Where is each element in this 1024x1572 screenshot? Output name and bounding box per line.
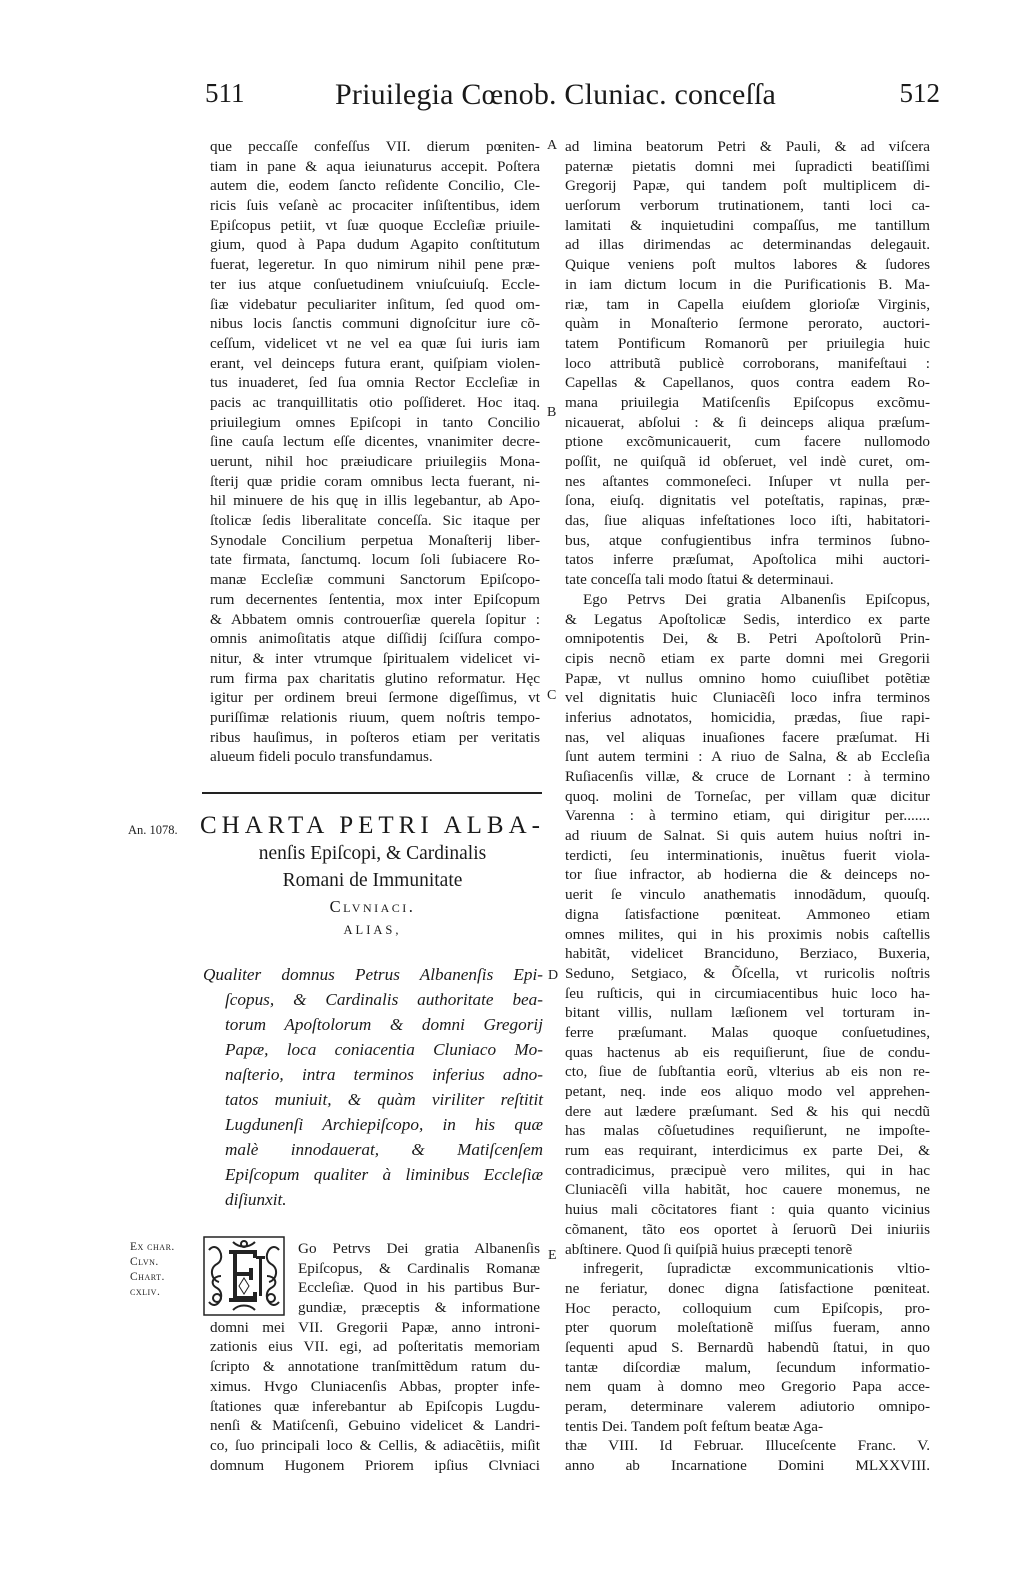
text-line: ad limina beatorum Petri & Pauli, & ad viſcera xyxy=(565,138,930,155)
text-line: peram, determinare valerem adiutorio omnipo- xyxy=(565,1398,930,1415)
text-line: hil minuere de his quę in illis legebantur, ab Apo- xyxy=(210,492,540,510)
text-line: domnum Hugonem Priorem ipſius Clvniaci xyxy=(210,1456,540,1474)
sidenote-source-line: Clvn. xyxy=(130,1256,159,1268)
text-line: naſterio, intra terminos inferius adno- xyxy=(225,1065,543,1084)
text-line: gium, quod à Papa dudum Agapito conſtitutum xyxy=(210,236,540,254)
text-line: Quique veniens poſt multos labores & ſudores xyxy=(565,256,930,274)
text-line: dere aut lædere præſumant. Sed & his qui necdũ xyxy=(565,1102,930,1120)
text-line: in iam dictum locum in die Purificationis B. Ma- xyxy=(565,275,930,293)
text-line: bitant villis, nullam læſionem vel torturam in- xyxy=(565,1004,930,1022)
section-divider xyxy=(202,792,542,794)
text-line: ſcopus, & Cardinalis authoritate bea- xyxy=(225,990,543,1009)
text-line: ſtolicæ ſedis liberalitate conceſſa. Sic itaque per xyxy=(210,512,540,530)
text-line: tiam in pane & aqua ieiunaturus accepit. Poſtera xyxy=(210,157,540,175)
text-line: rum firma pax charitatis glutino reformatur. Hęc xyxy=(210,669,540,687)
text-line: ſcripto & annotatione tranſmittẽdum ratum du- xyxy=(210,1358,540,1376)
text-line: Epiſcopus petiit, vt ſuæ quoque Eccleſiæ priuile- xyxy=(210,216,540,234)
text-line: huius mali cõcitatores fiant : quia quanto vicinius xyxy=(565,1201,930,1219)
text-line: nibus locis ſanctis communi dignoſcitur iure cõ- xyxy=(210,315,540,333)
text-line: Eccleſiæ. Quod in his partibus Bur- xyxy=(298,1279,540,1297)
text-line: uerſorum verborum trutinationem, tanti loci ca- xyxy=(565,197,930,215)
text-line: tantæ diſcordiæ malum, ſecundum informatio- xyxy=(565,1358,930,1376)
text-line: cipis necnõ etiam ex parte domni mei Gregorii xyxy=(565,649,930,667)
text-line: das, ſiue aliquas infeſtationes loco iſti, habitatori- xyxy=(565,512,930,530)
text-line: rum decernentes ſententia, mox inter Epiſcopum xyxy=(210,590,540,608)
text-line: Qualiter domnus Petrus Albanenſis Epi- xyxy=(203,965,543,984)
text-line: inferius adnotatos, homicidia, prædas, ſiue rapi- xyxy=(565,708,930,726)
text-line: gundiæ, præceptis & informatione xyxy=(298,1299,540,1317)
text-line: tatos inferre præſumat, Apoſtolica mihi auctori- xyxy=(565,551,930,569)
text-line: tus inuaderet, ſed ſua omnia Rector Eccleſiæ in xyxy=(210,374,540,392)
text-line: quàm in Monaſterio ſermone perorato, auctori- xyxy=(565,315,930,333)
text-line: tatos muniuit, & quàm viriliter reſtitit xyxy=(225,1090,543,1109)
text-line: omnis animoſitatis atque diſſidij ſciſſura compo- xyxy=(210,630,540,648)
text-line: nes aſtantes commoneſeci. Inſuper vt nulla per- xyxy=(565,472,930,490)
text-line: igitur per ordinem breui ſermone digeſſimus, vt xyxy=(210,689,540,707)
text-line: nem quam à domno meo Gregorio Papa acce- xyxy=(565,1378,930,1396)
charter-title-line: Romani de Immunitate xyxy=(282,870,463,891)
right-column-text xyxy=(565,137,930,1476)
text-line: Ruſiacenſis villæ, & cruce de Lornant : à termino xyxy=(565,768,930,785)
margin-letter-d: D xyxy=(548,968,559,983)
text-line: tatem Pontificum Romanorũ per priuilegia huic xyxy=(565,334,930,352)
text-line: autem die, eodem ſancto reſidente Concilio, Cle- xyxy=(210,177,540,195)
text-line: que peccaſſe confeſſus VII. dierum pœniten- xyxy=(210,138,540,155)
text-line: quoq. molini de Torneſac, per villam quæ dicitur xyxy=(565,787,930,805)
text-line: Ego Petrvs Dei gratia Albanenſis Epiſcopus, xyxy=(583,590,930,608)
text-line: pacis ac tranquillitatis otio poſſideret. Hoc itaq. xyxy=(210,393,540,411)
text-line: ter ius atque conſuetudinem vniuſcuiuſq. Eccle- xyxy=(210,275,540,293)
text-line: habitãt, videlicet Branciduno, Berziaco, Buxeria, xyxy=(565,945,930,963)
text-line: uerunt, nihil hoc præiudicare priuilegiis Mona- xyxy=(210,453,540,470)
text-line: erant, vel deinceps futura erant, quiſpiam violen- xyxy=(210,354,540,372)
text-line: bus, atque confugientibus infra terminos ſubno- xyxy=(565,531,930,549)
text-line: ſeu ruſticis, qui in circumiacentibus huic loco ha- xyxy=(565,984,930,1002)
text-line: ſine cauſa lectum eſſe dicentes, vnanimiter decre- xyxy=(210,433,540,451)
sidenote-source-line: cxliv. xyxy=(130,1286,161,1298)
text-line: pter quorum moleſtationẽ miſſus fueram, anno xyxy=(565,1319,930,1337)
text-line: diſiunxit. xyxy=(225,1190,287,1209)
sidenote-source-line: Ex char. xyxy=(130,1241,175,1253)
text-line: nitur, & inter vtrumque ſpiritualem videlicet vi- xyxy=(210,649,540,667)
text-line: uerit ſe vinculo anathematis innodãdum, quouſq. xyxy=(565,886,930,904)
text-line: anno ab Incarnatione Domini MLXXVIII. xyxy=(565,1457,930,1475)
text-line: paternæ pietatis domni mei ſupradicti beatiſſimi xyxy=(565,157,930,175)
left-column-text xyxy=(210,137,540,767)
text-line: ribus hauſimus, in poſteros etiam per veritatis xyxy=(210,728,540,746)
text-line: tate conceſſa tali modo ſtatui & determinaui. xyxy=(565,571,834,589)
text-line: tor ſiue infractor, ab hodierna die & deinceps no- xyxy=(565,866,930,884)
margin-letter-c: C xyxy=(547,688,557,703)
text-line: Varenna : à termino etiam, qui dirigitur per....... xyxy=(565,807,930,825)
text-line: ſiæ videbatur peculiariter inſitum, ſed quod om- xyxy=(210,295,540,313)
text-line: malè innodauerat, & Matiſcenſem xyxy=(225,1140,543,1159)
text-line: puriſſimæ relationis riuum, quem noſtris tempo- xyxy=(210,708,540,726)
text-line: torum Apoſtolorum & domni Gregorij xyxy=(225,1015,543,1034)
sidenote-year: An. 1078. xyxy=(128,823,178,837)
text-line: ſunt autem termini : A riuo de Salna, & ab Eccleſia xyxy=(565,748,930,766)
text-line: ricis ſuis veſanè ac procaciter inſiſtentibus, idem xyxy=(210,197,540,215)
text-line: & Abbatem omnis controuerſiæ querela ſopitur : xyxy=(210,610,540,628)
charter-title-line: nenſis Epiſcopi, & Cardinalis xyxy=(258,843,487,864)
text-line: vel dignitatis huic Cluniacẽſi loco infra terminos xyxy=(565,689,930,707)
text-line: rum eas requirant, interdicimus ex parte Dei, & xyxy=(565,1142,930,1160)
text-line: ſona, eiuſq. dignitatis vel poteſtatis, rapinas, præ- xyxy=(565,492,930,510)
running-title: Priuilegia Cœnob. Cluniac. conceſſa xyxy=(335,78,777,111)
text-line: quas hactenus ab eis requiſierunt, ſiue de condu- xyxy=(565,1043,930,1061)
text-line: Seduno, Setgiaco, & Õſcella, vt ruricolis noſtris xyxy=(565,964,930,982)
charter-title-alias: ALIAS, xyxy=(343,923,402,937)
text-line: Capellas & Capellanos, quos contra eadem Ro- xyxy=(565,374,930,392)
text-line: domni mei VII. Gregorii Papæ, anno introni- xyxy=(210,1318,540,1336)
text-line: tentis Dei. Tandem poſt feſtum beatæ Aga- xyxy=(565,1417,824,1435)
text-line: ceſſum, videlicet vt ne vel ea quæ ſui iuris iam xyxy=(210,334,540,352)
text-line: ſtationes quæ inferebantur ab Epiſcopis Lugdu- xyxy=(210,1397,540,1415)
text-line: omnes milites, qui in his proximis nobis caſtellis xyxy=(565,925,930,943)
text-line: Papæ, vt nullus omnino homo cuiuſlibet potẽtiæ xyxy=(565,669,930,687)
text-line: nas, vel aliquas inuaſiones facere præſumat. Hi xyxy=(565,728,930,746)
text-line: nicauerat, abſolui : & ſi deinceps aliqua præſum- xyxy=(565,413,930,431)
text-line: loco attributã publicè corroborans, manifeſtaui : xyxy=(565,354,930,372)
sidenote-source xyxy=(130,1240,175,1300)
text-line: riæ, tam in Capella eiuſdem glorioſæ Virginis, xyxy=(565,295,930,313)
text-line: ximus. Hvgo Cluniacenſis Abbas, propter infe- xyxy=(210,1377,540,1395)
text-line: ptione excõmunicauerit, cum facere nullomodo xyxy=(565,433,930,451)
text-line: ad riuum de Salnat. Si quis autem huius noſtri in- xyxy=(565,827,930,845)
text-line: ſterij quæ pridie coram omnibus lecta fuerant, ni- xyxy=(210,472,540,490)
text-line: infregerit, ſupradictæ excommunicationis vltio- xyxy=(583,1260,930,1278)
text-line: Epiſcopus, & Cardinalis Romanæ xyxy=(298,1259,540,1277)
text-line: omnipotentis Dei, & B. Petri Apoſtolorũ Prin- xyxy=(565,630,930,648)
text-line: ad illas dirimendas ac determinandas delegauit. xyxy=(565,236,930,254)
text-line: mana priuilegia Matiſcenſis Epiſcopus excõmu- xyxy=(565,393,930,411)
text-line: thæ VIII. Id Februar. Illuceſcente Franc. V. xyxy=(565,1437,930,1455)
text-line: Go Petrvs Dei gratia Albanenſis xyxy=(298,1240,540,1257)
text-line: fuerat, legeretur. In quo nimirum nihil pene præ- xyxy=(210,256,540,274)
text-line: Hoc peracto, colloquium cum Epiſcopis, pro- xyxy=(565,1299,930,1317)
text-line: petant, neq. inde eos aliquo modo vel apprehen- xyxy=(565,1083,930,1100)
text-line: poſſit, ne quiſquã id obſeruet, vel indè curet, om- xyxy=(565,453,930,470)
charter-title xyxy=(200,812,545,938)
sidenote-source-line: Chart. xyxy=(130,1271,165,1283)
charter-summary xyxy=(203,962,543,1212)
text-line: priuilegium omnes Epiſcopi in tanto Concilio xyxy=(210,413,540,431)
page-number-right: 512 xyxy=(899,78,940,108)
text-line: cõmanent, tãto eos oportet à ſeruorũ Dei iniuriis xyxy=(565,1220,930,1238)
text-line: digna ſatisfactione pœniteat. Ammoneo etiam xyxy=(565,905,930,923)
text-line: Lugdunenſi Archiepiſcopo, in his quæ xyxy=(225,1115,543,1134)
text-line: has malas cõſuetudines requiſierunt, ne impoſte- xyxy=(565,1122,930,1140)
text-line: alueum fideli poculo transfundamus. xyxy=(210,748,433,766)
text-line: Papæ, loca coniacentia Cluniaco Mo- xyxy=(225,1040,543,1059)
text-line: contradicimus, præcipuè vero milites, qui in hac xyxy=(565,1161,930,1179)
text-line: nenſi & Matiſcenſi, Gebuino videlicet & Landri- xyxy=(210,1417,540,1435)
text-line: Synodale Concilium perpetua Monaſterij liber- xyxy=(210,531,540,549)
text-line: lamitati & inquietudini compaſſus, me tantillum xyxy=(565,216,930,234)
text-line: tate firmata, ſanctumq. locum ſoli ſubiacere Ro- xyxy=(210,551,540,569)
text-line: Cluniacẽſi villa habitãt, hoc cauere monemus, ne xyxy=(565,1181,930,1199)
text-line: zationis eius VII. egi, ad poſteritatis memoriam xyxy=(210,1338,540,1356)
text-line: & Legatus Apoſtolicæ Sedis, interdico ex parte xyxy=(565,610,930,628)
margin-letter-b: B xyxy=(547,405,557,420)
text-line: Epiſcopum qualiter à liminibus Eccleſiæ xyxy=(225,1165,543,1184)
charter-title-line: CHARTA PETRI ALBA- xyxy=(200,812,545,839)
charter-title-line: Clvniaci. xyxy=(329,897,416,916)
text-line: ferre præſumant. Malas quoque conſuetudines, xyxy=(565,1023,930,1041)
text-line: abſtinere. Quod ſi quiſpiã huius præcepti tenorẽ xyxy=(565,1240,853,1258)
text-line: co, ſuo principali loco & Cellis, & adiacẽtiis, miſit xyxy=(210,1436,540,1454)
page-number-left: 511 xyxy=(205,78,245,108)
charter-text xyxy=(210,1239,540,1475)
margin-letter-e: E xyxy=(548,1248,557,1263)
margin-letter-a: A xyxy=(547,138,558,153)
text-line: ſequenti apud S. Bernardũ habendũ ſtatui, in quo xyxy=(565,1338,930,1356)
text-line: Gregorij Papæ, qui tandem poſt multiplicem di- xyxy=(565,177,930,195)
text-line: cto, ſiue de ſubſtantia eorũ, vlterius ab eis non re- xyxy=(565,1063,930,1081)
text-line: terdicti, ſeu interminationis, inuẽtus fuerit viola- xyxy=(565,846,930,864)
running-head xyxy=(205,78,940,118)
text-line: manæ Eccleſiæ communi Sanctorum Epiſcopo- xyxy=(210,571,540,589)
text-line: ne feriatur, donec digna ſatisfactione pœniteat. xyxy=(565,1279,930,1297)
